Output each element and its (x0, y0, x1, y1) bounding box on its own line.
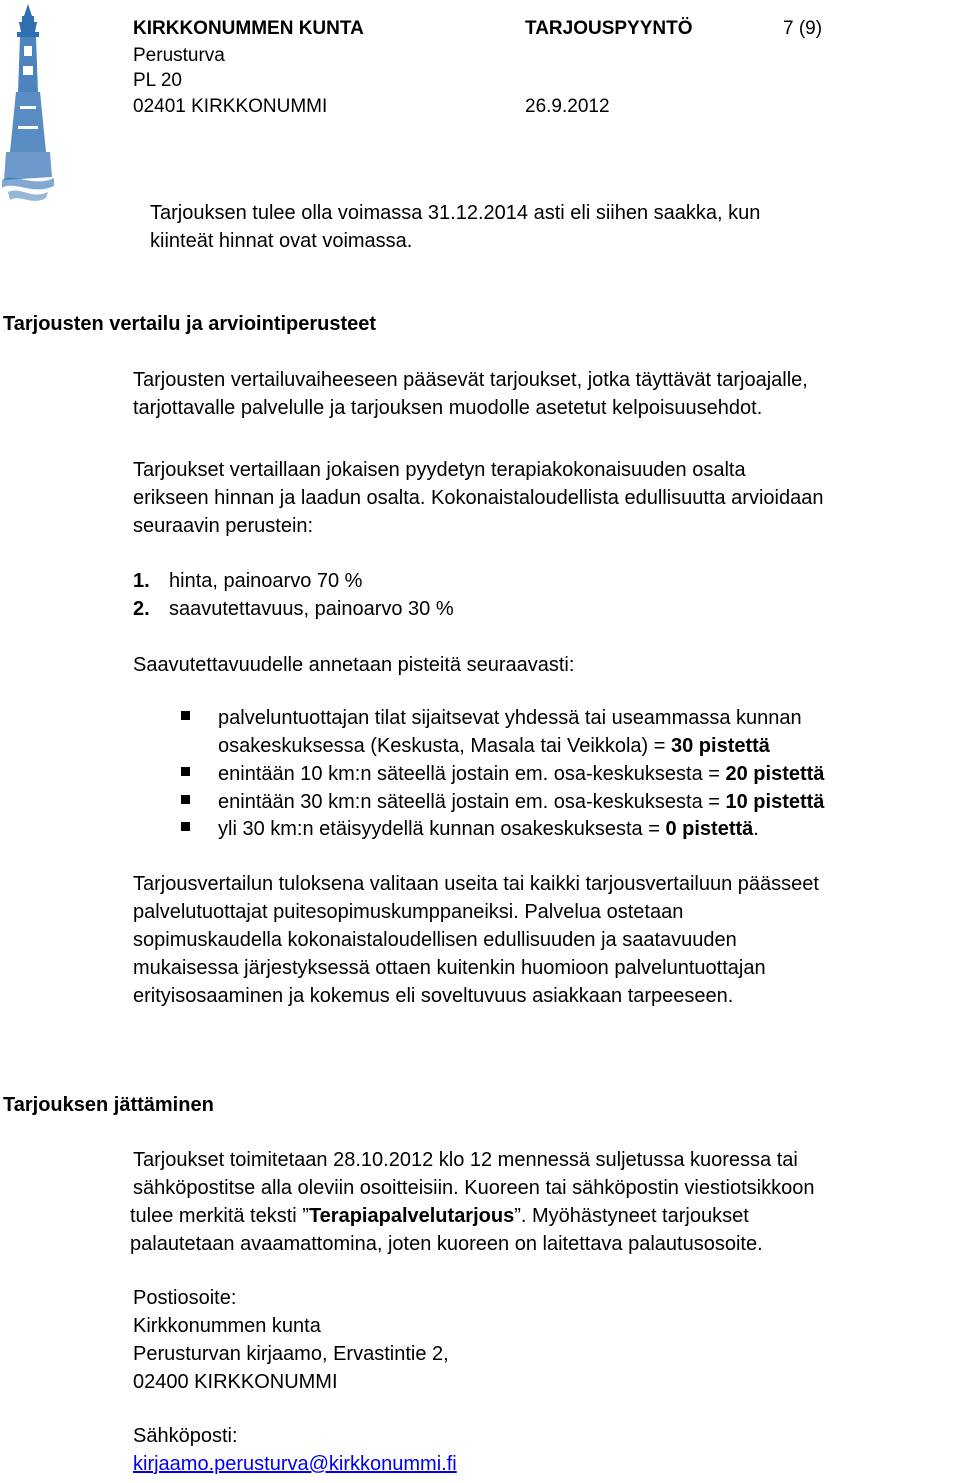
org-name: KIRKKONUMMEN KUNTA (133, 18, 364, 39)
bullet-text-continued: osakeskuksessa (Keskusta, Masala tai Veikkola) = 30 pistettä (218, 735, 770, 757)
postal-label: Postiosoite: (133, 1287, 237, 1309)
department: Perusturva (133, 45, 225, 66)
square-bullet-icon (181, 822, 190, 831)
bullet-text: enintään 30 km:n säteellä jostain em. osa-keskuksesta = 10 pistettä (218, 791, 825, 813)
document-type: TARJOUSPYYNTÖ (525, 18, 693, 39)
submission-text-line: sähköpostitse alla oleviin osoitteisiin. Kuoreen tai sähköpostin viestiotsikkoon (133, 1177, 815, 1199)
criteria-text: saavutettavuus, painoarvo 30 % (169, 598, 454, 620)
submission-text-line: tulee merkitä teksti ”Terapiapalvelutarjous”. Myöhästyneet tarjoukset (130, 1205, 749, 1227)
email-link[interactable]: kirjaamo.perusturva@kirkkonummi.fi (133, 1453, 457, 1475)
square-bullet-icon (181, 711, 190, 720)
document-date: 26.9.2012 (525, 96, 610, 117)
po-box: PL 20 (133, 70, 182, 91)
points-intro: Saavutettavuudelle annetaan pisteitä seuraavasti: (133, 654, 575, 676)
section-heading-submission: Tarjouksen jättäminen (3, 1094, 214, 1116)
paragraph-eligibility: Tarjousten vertailuvaiheeseen pääsevät tarjoukset, jotka täyttävät tarjoajalle, tarjottavalle palvelulle ja tarjouksen muodolle asetetut kelpoisuusehdot. (133, 369, 808, 419)
bullet-text: yli 30 km:n etäisyydellä kunnan osakeskuksesta = 0 pistettä. (218, 818, 759, 840)
paragraph-comparison: Tarjoukset vertaillaan jokaisen pyydetyn terapiakokonaisuuden osalta erikseen hinnan ja laadun osalta. Kokonaistaloudellista edullisuutta arvioidaan seuraavin perustein: (133, 459, 824, 537)
email-label: Sähköposti: (133, 1425, 238, 1447)
square-bullet-icon (181, 795, 190, 804)
paragraph-result: Tarjousvertailun tuloksena valitaan useita tai kaikki tarjousvertailuun päässeet palvelutuottajat puitesopimuskumppaneiksi. Palvelua ostetaan sopimuskaudella kokonaistaloudellisen edullisuuden ja saatavuuden mukaisessa järjestyksessä ottaen kuitenkin huomioon palveluntuottajan erityisosaaminen ja kokemus eli soveltuvuus asiakkaan tarpeeseen. (133, 873, 819, 1007)
submission-text-line: palautetaan avaamattomina, joten kuoreen on laitettava palautusosoite. (130, 1233, 763, 1255)
validity-text: Tarjouksen tulee olla voimassa 31.12.2014 asti eli siihen saakka, kun kiinteät hinnat ovat voimassa. (150, 202, 761, 252)
criteria-item: 2. (133, 598, 150, 620)
criteria-item: 1. (133, 570, 150, 592)
postal-address: 02401 KIRKKONUMMI (133, 96, 328, 117)
square-bullet-icon (181, 767, 190, 776)
submission-text-line: Tarjoukset toimitetaan 28.10.2012 klo 12 mennessä suljetussa kuoressa tai (133, 1149, 798, 1171)
section-heading-comparison: Tarjousten vertailu ja arviointiperusteet (3, 313, 377, 335)
lighthouse-logo-icon (2, 2, 54, 208)
bullet-text: palveluntuottajan tilat sijaitsevat yhdessä tai useammassa kunnan (218, 707, 802, 729)
postal-city: 02400 KIRKKONUMMI (133, 1371, 338, 1393)
criteria-text: hinta, painoarvo 70 % (169, 570, 363, 592)
page-number: 7 (9) (783, 18, 823, 39)
postal-office: Perusturvan kirjaamo, Ervastintie 2, (133, 1343, 449, 1365)
bullet-text: enintään 10 km:n säteellä jostain em. osa-keskuksesta = 20 pistettä (218, 763, 825, 785)
postal-name: Kirkkonummen kunta (133, 1315, 321, 1337)
